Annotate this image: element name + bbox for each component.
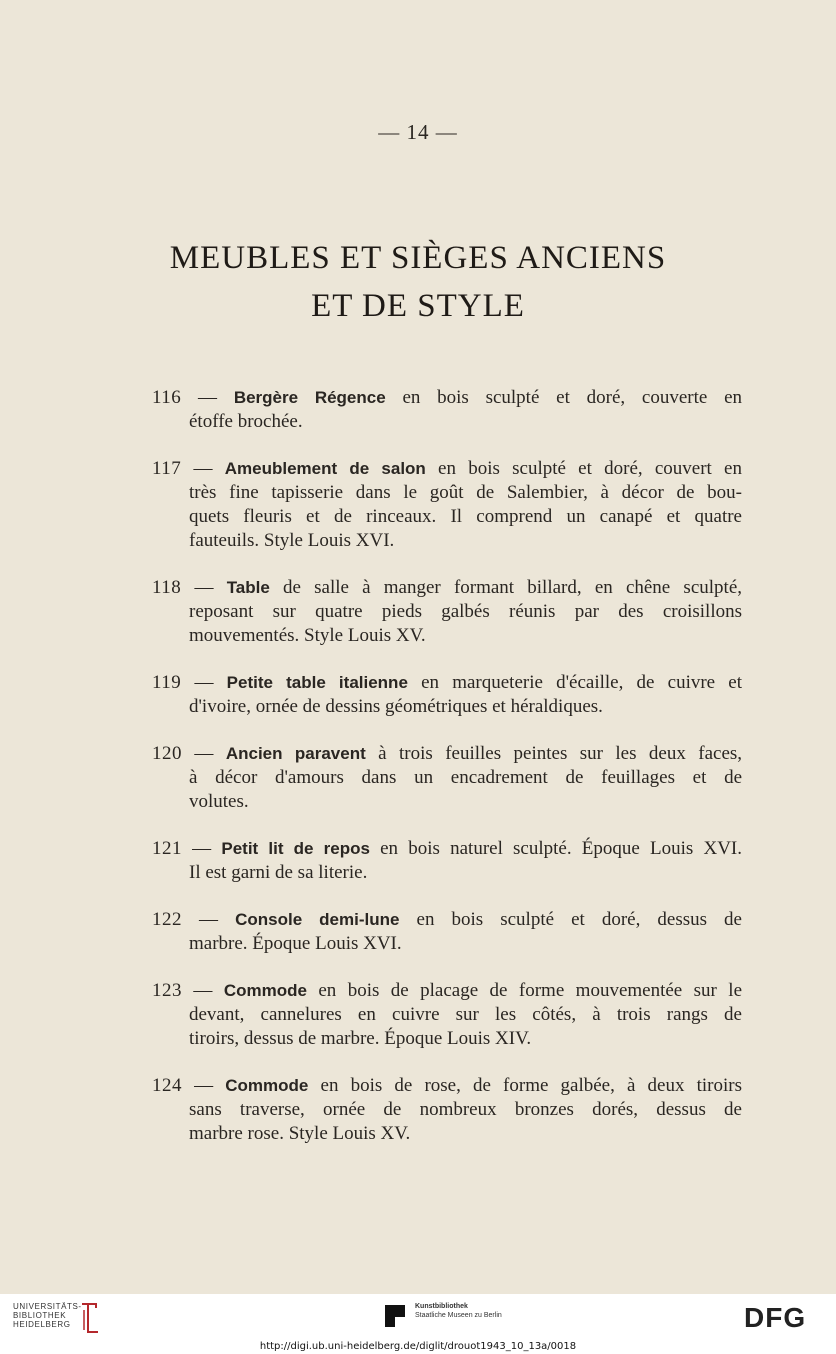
kunstbibliothek-logo-icon [383,1303,407,1329]
catalogue-entry-119 [152,671,742,719]
entry-name: Bergère Régence [233,388,386,407]
catalogue-entry-122 [152,908,742,956]
section-title-line-2: ET DE STYLE [311,288,525,324]
entry-text: quets fleuris et de rinceaux. Il comprend un canapé et quatre [189,506,742,527]
entry-name: Commode [223,981,307,1000]
university-library-logo-icon [78,1300,102,1336]
entry-number: 124 [152,1075,182,1096]
dfg-logo: DFG [744,1302,807,1333]
catalogue-entry-118 [152,576,742,648]
entry-number: 123 [152,980,182,1001]
entry-text: en marqueterie d'écaille, de cuivre et [407,672,742,693]
entry-text: en bois sculpté et doré, couverte en [385,387,743,408]
source-url[interactable]: http://digi.ub.uni-heidelberg.de/diglit/drouot1943_10_13a/0018 [259,1341,577,1352]
library-name: UNIVERSITÄTS- BIBLIOTHEK HEIDELBERG [13,1302,82,1329]
entry-number: 121 [152,838,182,859]
entry-text: en bois de rose, de forme galbée, à deux tiroirs [308,1075,743,1096]
entry-name: Ancien paravent [225,744,366,763]
entry-text: en bois sculpté et doré, dessus de [399,909,742,930]
entry-text: de salle à manger formant billard, en chêne sculpté, [269,577,743,598]
entry-text: Il est garni de sa literie. [189,862,368,883]
entry-text: en bois sculpté et doré, couvert en [425,458,742,479]
entry-text: reposant sur quatre pieds galbés réunis par des croisillons [189,601,742,622]
entry-name: Table [226,578,270,597]
entry-dash: — [182,909,236,930]
entry-number: 116 [152,387,182,408]
catalogue-entry-121 [152,837,742,885]
entry-text: à décor d'amours dans un encadrement de feuillages et de [189,767,742,788]
entry-dash: — [181,458,225,479]
entry-number: 118 [152,577,182,598]
entry-number: 120 [152,743,182,764]
entry-number: 117 [152,458,182,479]
entry-text: en bois naturel sculpté. Époque Louis XVI. [369,838,743,859]
entry-dash: — [182,980,224,1001]
entry-text: sans traverse, ornée de nombreux bronzes dorés, dessus de [189,1099,742,1120]
entry-text: devant, cannelures en cuivre sur les côtés, à trois rangs de [189,1004,742,1025]
kunstbibliothek-label: Kunstbibliothek Staatliche Museen zu Berlin [415,1303,502,1319]
entry-dash: — [181,672,227,693]
entry-text: mouvementés. Style Louis XV. [189,625,426,646]
entry-name: Petite table italienne [226,673,408,692]
entry-text: tiroirs, dessus de marbre. Époque Louis XIV. [189,1028,532,1049]
catalogue-entry-124 [152,1074,742,1146]
catalogue-entry-117 [152,457,742,553]
entry-text: étoffe brochée. [189,411,303,432]
entry-dash: — [182,838,222,859]
entry-text: marbre rose. Style Louis XV. [189,1123,411,1144]
entry-text: d'ivoire, ornée de dessins géométriques et héraldiques. [189,696,603,717]
entry-text: en bois de placage de forme mouvementée sur le [306,980,742,1001]
entry-text: très fine tapisserie dans le goût de Salembier, à décor de bou- [189,482,742,503]
catalogue-entry-120 [152,742,742,814]
catalogue-entry-116 [152,386,742,434]
section-title-line-1: MEUBLES ET SIÈGES ANCIENS [169,240,667,276]
entry-dash: — [182,743,226,764]
entry-text: fauteuils. Style Louis XVI. [189,530,395,551]
entry-text: marbre. Époque Louis XVI. [189,933,402,954]
entry-name: Ameublement de salon [224,459,426,478]
entry-text: volutes. [189,791,249,812]
entry-name: Commode [225,1076,309,1095]
catalogue-entries [152,386,742,1169]
entry-text: à trois feuilles peintes sur les deux faces, [365,743,743,764]
entry-number: 122 [152,909,182,930]
entry-dash: — [181,387,234,408]
entry-name: Petit lit de repos [221,839,370,858]
entry-dash: — [181,577,227,598]
page-number: — 14 — [378,120,458,144]
entry-dash: — [182,1075,226,1096]
entry-name: Console demi-lune [235,910,400,929]
catalogue-entry-123 [152,979,742,1051]
entry-number: 119 [152,672,182,693]
